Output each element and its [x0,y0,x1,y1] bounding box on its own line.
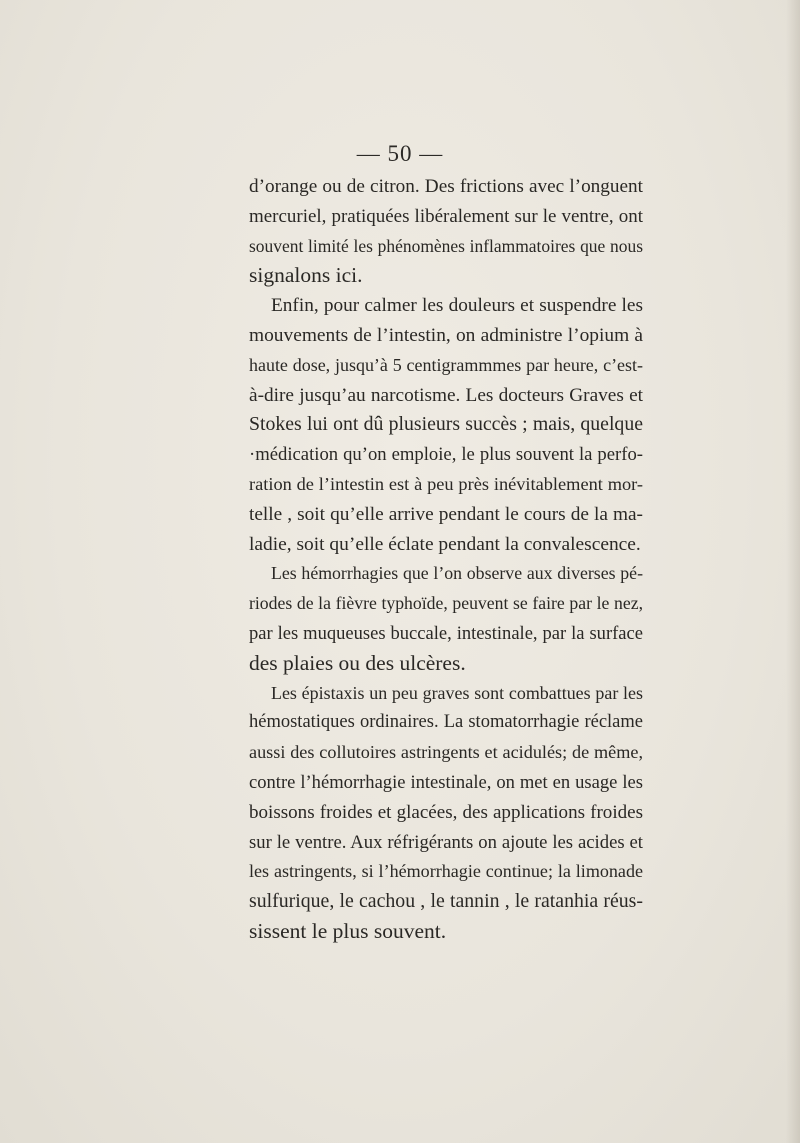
paragraph-start-line: Les hémorrhagies que l’on observe aux diverses pé- [271,563,643,584]
text-line: riodes de la fièvre typhoïde, peuvent se faire par le nez, [249,593,643,614]
text-line: contre l’hémorrhagie intestinale, on met en usage les [249,771,643,793]
text-line: à-dire jusqu’au narcotisme. Les docteurs Graves et [249,384,643,406]
text-line: sissent le plus souvent. [249,918,447,943]
page-number: — 50 — [356,141,444,166]
page-edge-shadow [786,0,800,1143]
text-line: ·médication qu’on emploie, le plus souvent la perfo- [249,444,643,466]
text-line: d’orange ou de citron. Des frictions avec l’onguent [249,176,643,197]
text-line: telle , soit qu’elle arrive pendant le cours de la ma- [249,503,643,525]
paragraph-start-line: Les épistaxis un peu graves sont combattues par les [271,682,643,703]
text-line: sulfurique, le cachou , le tannin , le ratanhia réus- [249,890,643,913]
text-line: aussi des collutoires astringents et acidulés; de même, [249,742,643,763]
text-line: Stokes lui ont dû plusieurs succès ; mais, quelque [249,413,643,436]
text-line: ration de l’intestin est à peu près inévitablement mor- [249,473,643,494]
text-line: souvent limité les phénomènes inflammatoires que nous [249,235,643,256]
text-line: mouvements de l’intestin, on administre l’opium à [249,324,643,346]
text-line: boissons froides et glacées, des applications froides [249,801,643,823]
text-line: signalons ici. [249,263,363,288]
paragraph-start-line: Enfin, pour calmer les douleurs et suspendre les [271,295,643,317]
text-line: par les muqueuses buccale, intestinale, par la surface [249,622,643,644]
text-line: hémostatiques ordinaires. La stomatorrhagie réclame [249,712,643,733]
text-line: ladie, soit qu’elle éclate pendant la convalescence. [249,533,641,555]
text-line: sur le ventre. Aux réfrigérants on ajoute les acides et [249,831,643,853]
text-line: haute dose, jusqu’à 5 centigrammmes par heure, c’est- [249,354,643,375]
body-text [249,172,643,947]
text-line: les astringents, si l’hémorrhagie continue; la limonade [249,861,643,882]
text-line: mercuriel, pratiquées libéralement sur le ventre, ont [249,205,643,227]
text-line: des plaies ou des ulcères. [249,650,466,675]
